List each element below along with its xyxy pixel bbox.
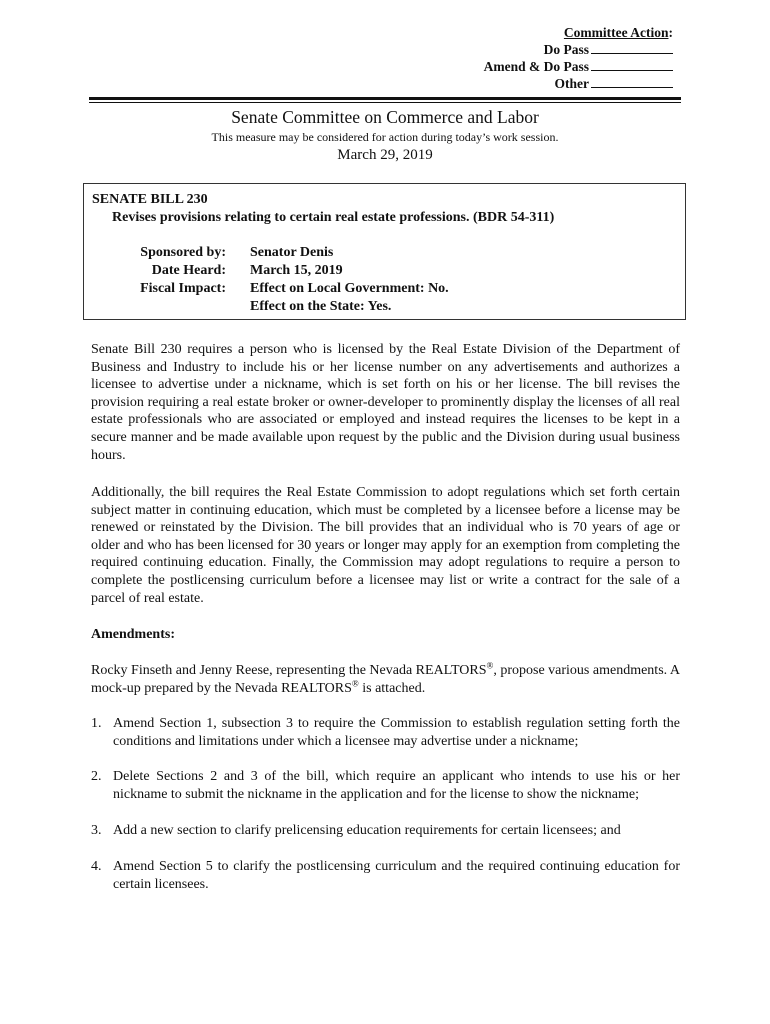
registered-mark: ® — [351, 677, 359, 688]
committee-action-block — [484, 24, 673, 92]
sponsored-by-label: Sponsored by: — [140, 245, 226, 260]
summary-paragraph-1: Senate Bill 230 requires a person who is licensed by the Real Estate Division of the Department of Business and Industry to include his or her license number on any advertisements and authorizes a licensee to advertise under a nickname, which is set forth on his or her license. The bill revises the provision requiring a real estate broker or owner-developer to prominently display the licenses of all real estate professionals who are associated or employed and instead requires the licenses to be kept in a secure manner and be made available upon request by the public and the Division during usual business hours. — [91, 342, 680, 463]
document-page: Committee Action: Do Pass Amend & Do Pass Other Senate Committee on Commerce and Labor This measure may be considered for action during today’s work session. March 29, 2019 SENATE BILL 230 Revises provisions relating to certain real estate professions. (BDR 54-311) Sponsored by: Senator Denis Date Heard: March 15, 2019 Fiscal Impact: Effect on Local Government: No. Effect on the State: Yes. Senate Bill 230 requires a person who is licensed by the Real Estate Division of the Department of Business and Industry to include his or her license number on any advertisements and authorizes a licensee to advertise under a nickname, which is set forth on his or her license. The bill revises the provision requiring a real estate broker or owner-developer to prominently display the licenses of all real estate professionals who are associated or employed and instead requires the licenses to be kept in a secure manner and be made available upon request by the public and the Division during usual business hours. Additionally, the bill requires the Real Estate Commission to adopt regulations which set forth certain subject matter in continuing education, which must be completed by a licensee before a license may be renewed or reinstated by the Division. The bill provides that an individual who is 70 years of age or older and who has been licensed for 30 years or longer may apply for an exemption from completing the required continuing education. Finally, the Commission may adopt regulations to require a person to complete the postlicensing curriculum before a licensee may list or write a contract for the sale of a parcel of real estate. Amendments: Rocky Finseth and Jenny Reese, representing the Nevada REALTORS®, propose various amendments. A mock-up prepared by the Nevada REALTORS® is attached. 1. Amend Section 1, subsection 3 to require the Commission to establish regulation setting forth the conditions and limitations under which a licensee may advertise under a nickname; 2. Delete Sections 2 and 3 of the bill, which require an applicant who intends to use his or her nickname to submit the nickname in the application and for the license to show the nickname; 3. Add a new section to clarify prelicensing education requirements for certain licensees; and 4. Amend Section 5 to clarify the postlicensing curriculum and the required continuing education for certain licensees. — [0, 0, 770, 1024]
action-do-pass: Do Pass — [484, 41, 673, 58]
amendments-intro: Rocky Finseth and Jenny Reese, representing the Nevada REALTORS®, propose various amendments. A mock-up prepared by the Nevada REALTORS® is attached. — [91, 660, 680, 696]
action-amend-do-pass: Amend & Do Pass — [484, 58, 673, 75]
amendments-heading: Amendments: — [91, 627, 175, 642]
bill-summary-box — [83, 183, 686, 320]
fiscal-state-value: Effect on the State: Yes. — [250, 299, 392, 314]
work-session-note: This measure may be considered for action during today’s work session. — [211, 130, 559, 144]
bill-title: Revises provisions relating to certain real estate professions. (BDR 54-311) — [112, 210, 555, 225]
sponsor-value: Senator Denis — [250, 245, 334, 260]
fiscal-impact-label: Fiscal Impact: — [140, 281, 226, 296]
action-other: Other — [484, 75, 673, 92]
fiscal-local-value: Effect on Local Government: No. — [250, 281, 449, 296]
date-heard-label: Date Heard: — [151, 263, 226, 278]
header-divider-thick — [89, 97, 681, 100]
other-blank — [591, 76, 673, 88]
committee-title: Senate Committee on Commerce and Labor — [231, 107, 539, 127]
summary-paragraph-2: Additionally, the bill requires the Real Estate Commission to adopt regulations which set forth certain subject matter in continuing education, which must be completed by a licensee before a license may be renewed or reinstated by the Division. The bill provides that an individual who is 70 years of age or older and who has been licensed for 30 years or longer may apply for an exemption from completing the required continuing education. Finally, the Commission may adopt regulations to require a person to complete the postlicensing curriculum before a licensee may list or write a contract for the sale of a parcel of real estate. — [91, 485, 680, 606]
bill-number: SENATE BILL 230 — [92, 192, 208, 207]
meeting-date: March 29, 2019 — [337, 147, 433, 163]
header-divider-thin — [89, 102, 681, 103]
committee-action-heading: Committee Action: — [563, 25, 673, 40]
registered-mark: ® — [486, 660, 494, 671]
date-heard-value: March 15, 2019 — [250, 263, 343, 278]
amend-do-pass-blank — [591, 59, 673, 71]
do-pass-blank — [591, 42, 673, 54]
